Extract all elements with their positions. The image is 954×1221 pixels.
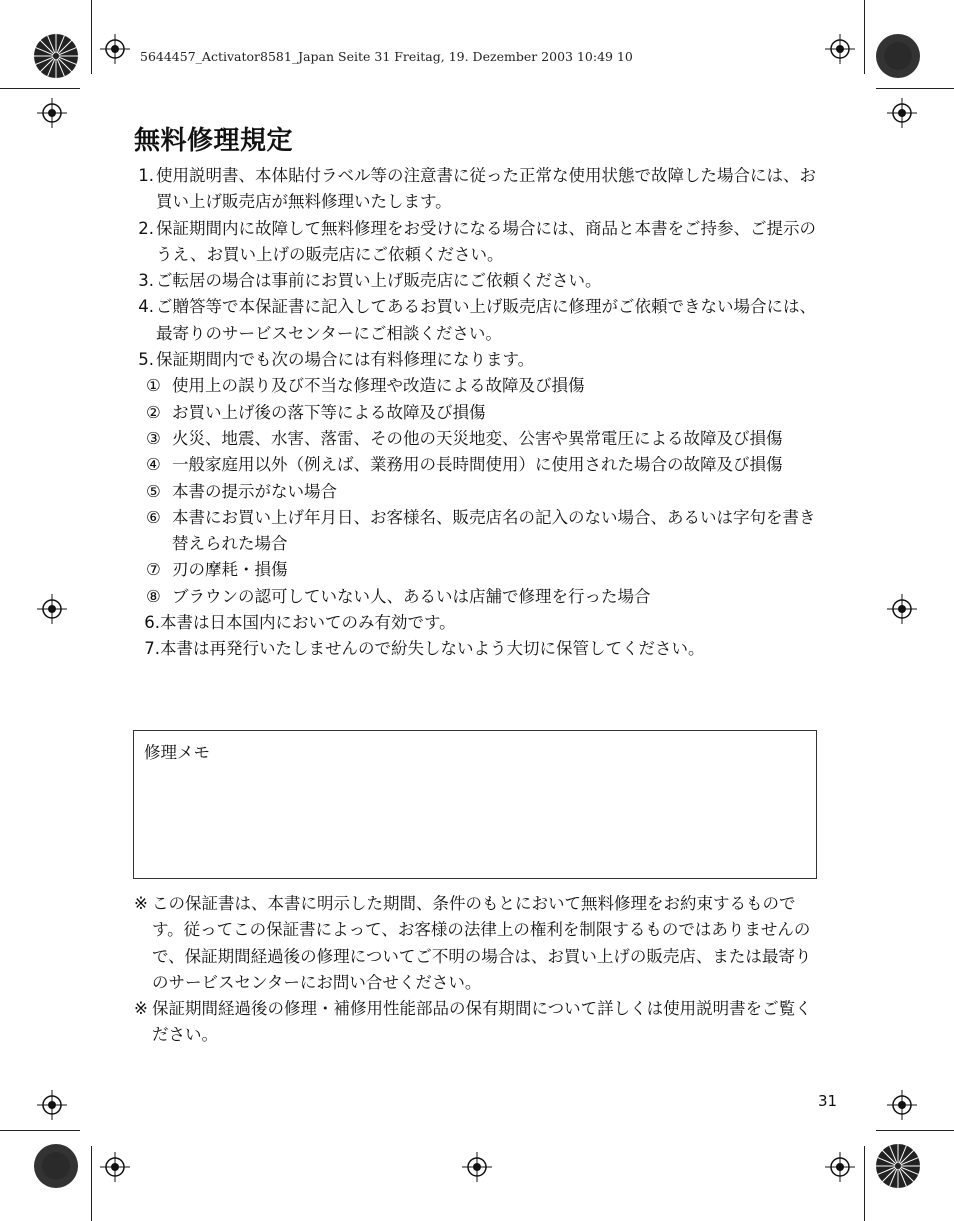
case-marker: ⑦ [146,560,161,580]
case-marker: ⑥ [146,507,161,527]
registration-mark-top-right [825,34,855,64]
note-text: 保証期間経過後の修理・補修用性能部品の保有期間について詳しくは使用説明書をご覧ください。 [152,999,812,1045]
registration-mark-bottom-right [825,1152,855,1182]
registration-mark-mid-right [887,594,917,624]
term-item [134,216,820,269]
registration-mark-top-left [100,34,130,64]
notes-list [134,891,820,1049]
crop-line [91,1146,92,1221]
term-item [134,636,820,662]
repair-memo-label: 修理メモ [144,743,210,762]
term-text: ご転居の場合は事前にお買い上げ販売店にご依頼ください。 [156,271,602,291]
case-text: ブラウンの認可していない人、あるいは店舗で修理を行った場合 [172,586,651,606]
note-item [134,996,820,1049]
starburst-mark-top-left [32,32,80,80]
crop-line [864,1146,865,1221]
starburst-mark-bottom-right [874,1142,922,1190]
case-text: 使用上の誤り及び不当な修理や改造による故障及び損傷 [172,376,585,396]
case-text: 本書にお買い上げ年月日、お客様名、販売店名の記入のない場合、あるいは字句を書き替えられた場合 [172,507,816,554]
case-marker: ① [146,376,161,396]
term-text: 本書は再発行いたしませんので紛失しないよう大切に保管してください。 [160,639,705,659]
term-item [134,294,820,347]
registration-mark-bottom-left [100,1152,130,1182]
crop-line [91,0,92,74]
case-marker: ③ [146,428,161,448]
crop-line [0,1130,80,1131]
term-number: 1. [138,166,154,185]
case-marker: ④ [146,455,161,475]
print-header: 5644457_Activator8581_Japan Seite 31 Freitag, 19. Dezember 2003 10:49 10 [140,49,633,64]
paid-cases-list [134,373,820,610]
registration-mark-upper-right [887,98,917,128]
note-marker: ※ [134,999,148,1019]
term-text: 保証期間内でも次の場合には有料修理になります。 [156,350,535,370]
term-item [134,163,820,216]
registration-mark-lower-right [887,1090,917,1120]
note-item [134,891,820,996]
term-text: ご贈答等で本保証書に記入してあるお買い上げ販売店に修理がご依頼できない場合には、最寄りのサービスセンターにご相談ください。 [156,297,816,343]
registration-mark-bottom-center [462,1152,492,1182]
paid-case-item [146,452,820,478]
repair-memo-box [133,730,817,879]
term-item [134,610,820,636]
registration-mark-upper-left [37,98,67,128]
case-text: お買い上げ後の落下等による故障及び損傷 [172,402,486,422]
page-title: 無料修理規定 [134,126,294,156]
crop-line [876,88,954,89]
case-marker: ⑤ [146,481,161,501]
term-number: 7. [144,639,160,659]
registration-mark-mid-left [37,594,67,624]
case-text: 火災、地震、水害、落雷、その他の天災地変、公害や異常電圧による故障及び損傷 [172,428,783,448]
term-item [134,347,820,373]
case-text: 一般家庭用以外（例えば、業務用の長時間使用）に使用された場合の故障及び損傷 [172,455,783,475]
paid-case-item [146,426,820,452]
crop-line [864,0,865,74]
paid-case-item [146,479,820,505]
note-marker: ※ [134,894,148,913]
term-number: 2. [138,218,154,238]
terms-list [134,163,820,663]
case-marker: ② [146,402,161,422]
page-number: 31 [818,1092,838,1110]
case-marker: ⑧ [146,586,161,606]
crop-line [876,1130,954,1131]
note-text: この保証書は、本書に明示した期間、条件のもとにおいて無料修理をお約束するものです。従ってこの保証書によって、お客様の法律上の権利を制限するものではありませんので、保証期間経過後の修理についてご不明の場合は、お買い上げの販売店、または最寄りのサービスセンターにお問い合せください。 [152,894,812,992]
term-number: 4. [138,297,154,317]
term-text: 本書は日本国内においてのみ有効です。 [160,613,456,633]
term-number: 3. [138,271,154,291]
starburst-mark-top-right [874,32,922,80]
term-item [134,268,820,294]
starburst-mark-bottom-left [32,1142,80,1190]
case-text: 本書の提示がない場合 [172,481,337,501]
paid-cases-container [134,373,820,610]
registration-mark-lower-left [37,1090,67,1120]
term-number: 6. [144,613,160,633]
paid-case-item [146,400,820,426]
term-text: 使用説明書、本体貼付ラベル等の注意書に従った正常な使用状態で故障した場合には、お買い上げ販売店が無料修理いたします。 [156,166,816,212]
term-text: 保証期間内に故障して無料修理をお受けになる場合には、商品と本書をご持参、ご提示のうえ、お買い上げの販売店にご依頼ください。 [156,218,816,264]
case-text: 刃の摩耗・損傷 [172,560,288,580]
paid-case-item [146,584,820,610]
term-number: 5. [138,350,154,370]
crop-line [0,88,80,89]
paid-case-item [146,557,820,583]
paid-case-item [146,373,820,399]
paid-case-item [146,505,820,558]
